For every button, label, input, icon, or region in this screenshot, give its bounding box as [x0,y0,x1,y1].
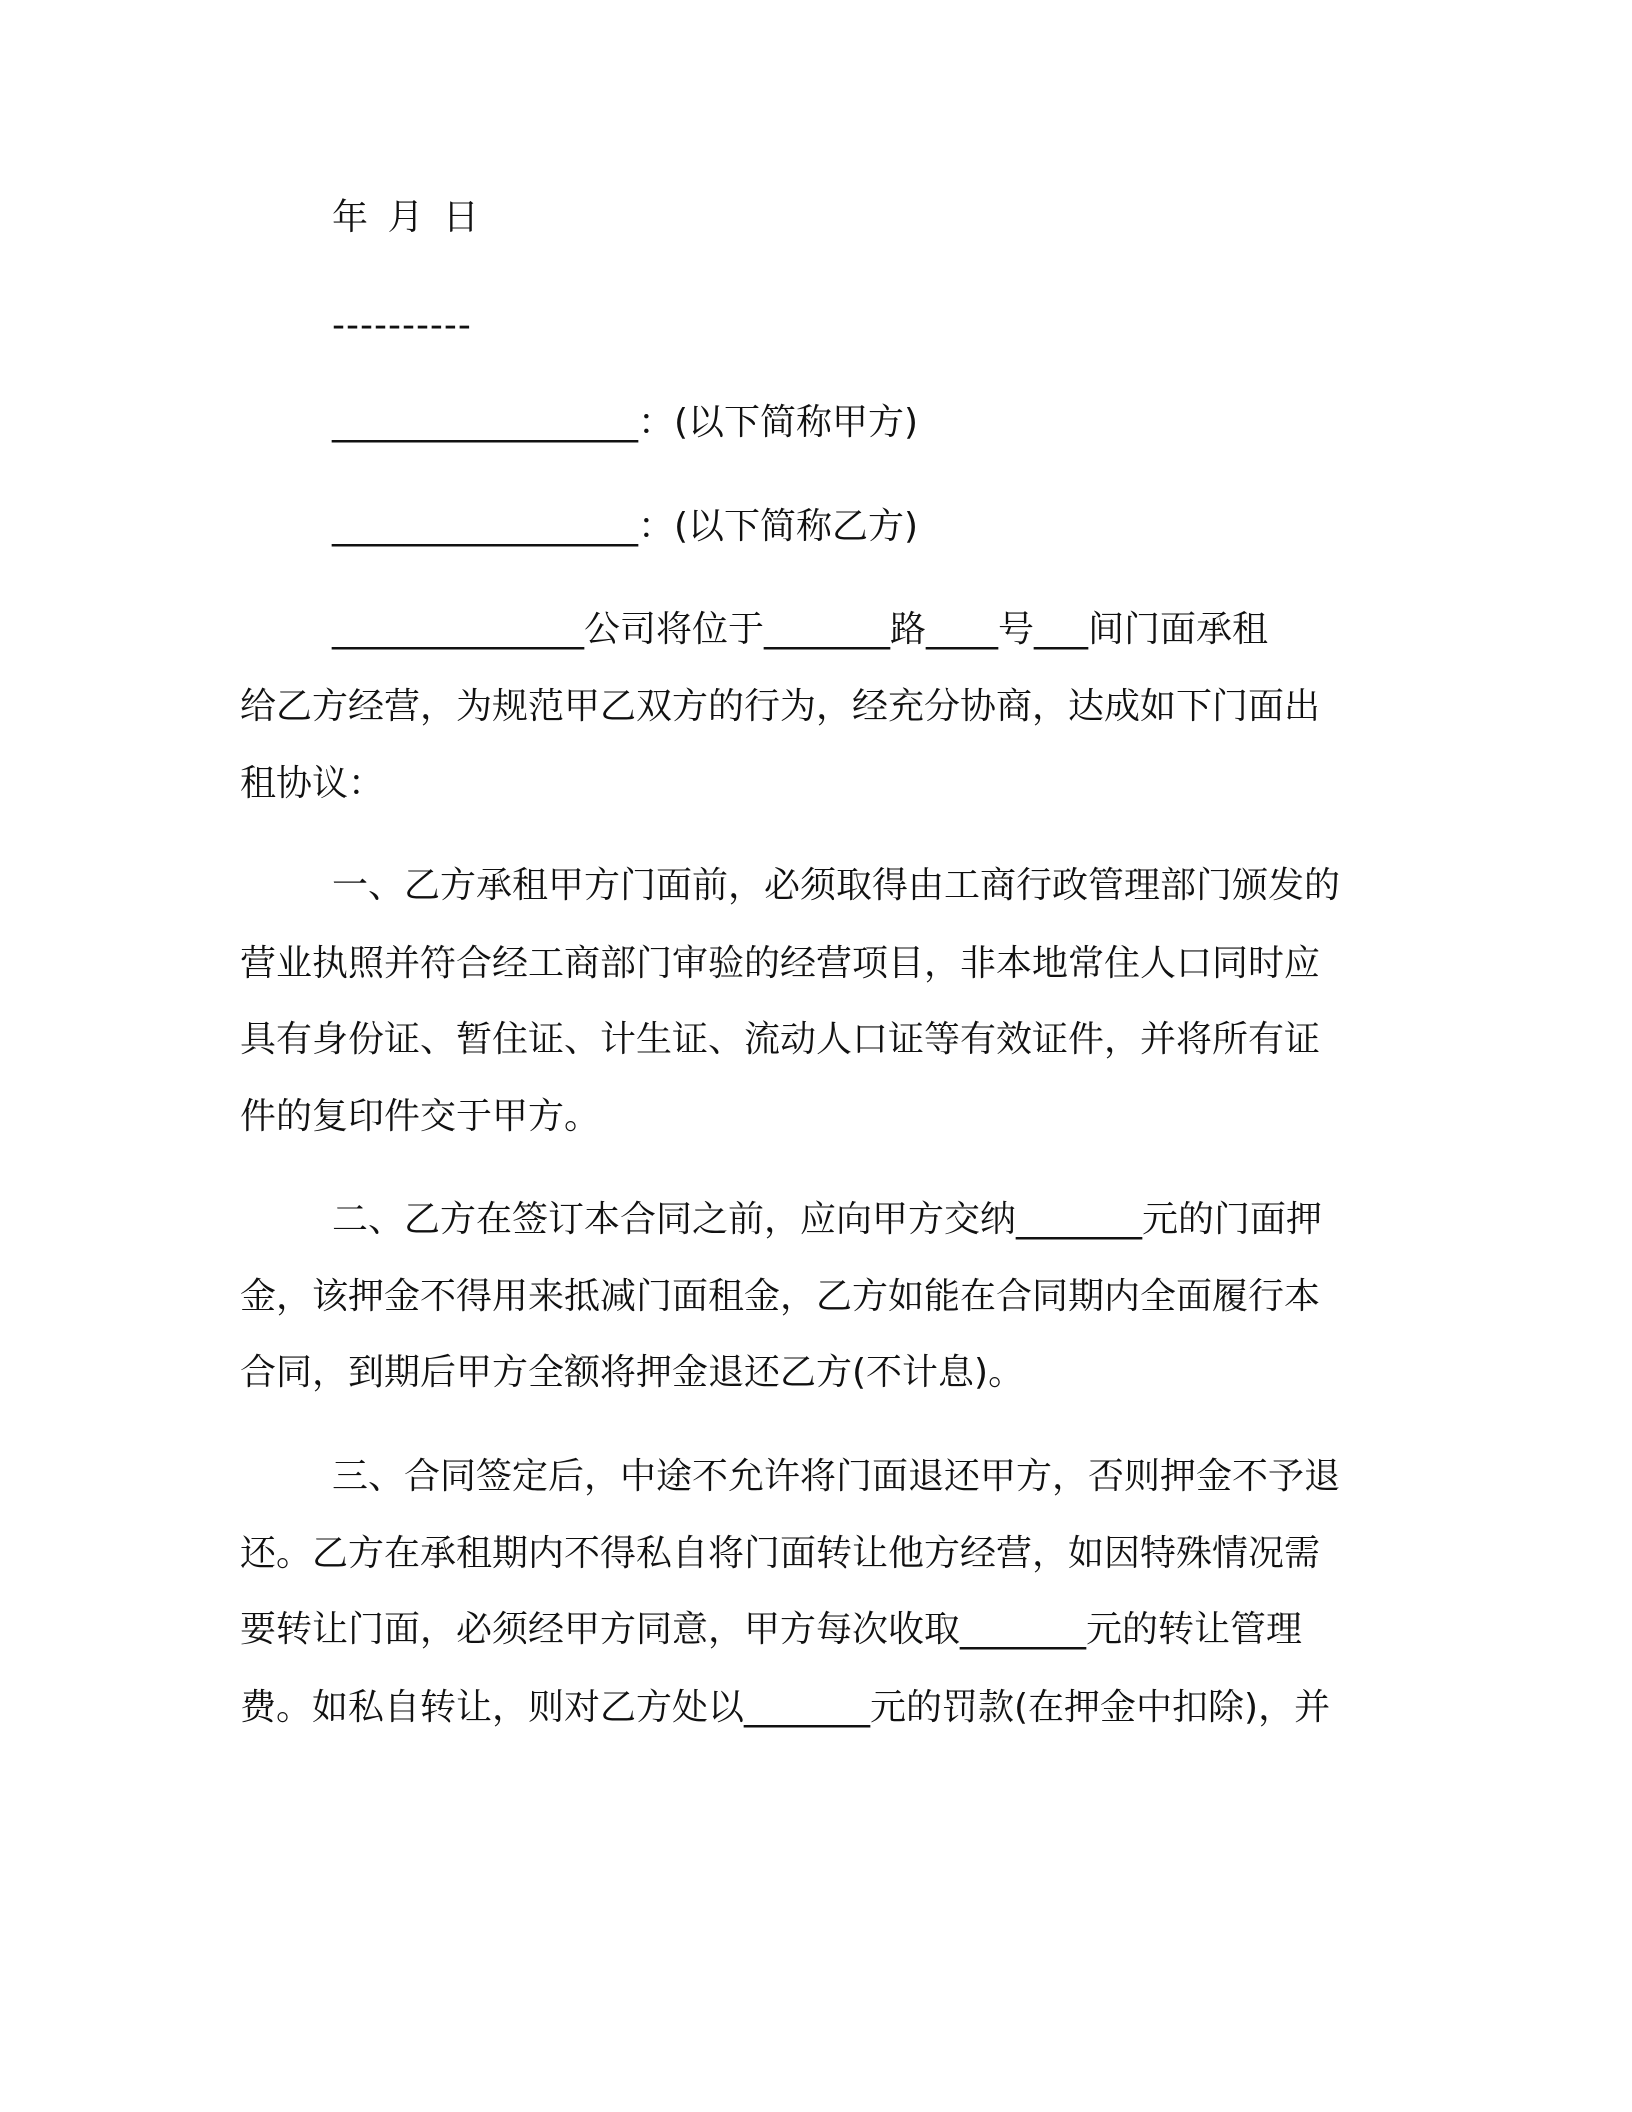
clause-1-line-4: 件的复印件交于甲方。 [240,1096,601,1137]
intro-line-1: ______________公司将位于_______路____号___间门面承租 [332,609,1269,650]
intro-line-3: 租协议： [240,763,385,804]
clause-1-line-2: 营业执照并符合经工商部门审验的经营项目，非本地常住人口同时应 [240,943,1321,984]
intro-line-2: 给乙方经营，为规范甲乙双方的行为，经充分协商，达成如下门面出 [240,686,1321,727]
date-line: 年 月 日 [332,197,483,238]
party-b-line: _________________：(以下简称乙方) [332,506,919,547]
clause-3-line-1: 三、合同签定后，中途不允许将门面退还甲方，否则押金不予退 [332,1456,1341,1497]
separator-line: ---------- [332,305,472,346]
clause-2-line-2: 金，该押金不得用来抵减门面租金，乙方如能在合同期内全面履行本 [240,1276,1321,1317]
clause-1-line-1: 一、乙方承租甲方门面前，必须取得由工商行政管理部门颁发的 [332,865,1341,906]
clause-2-line-3: 合同，到期后甲方全额将押金退还乙方(不计息)。 [240,1352,1025,1393]
party-a-line: _________________：(以下简称甲方) [332,402,919,443]
clause-3-line-2: 还。乙方在承租期内不得私自将门面转让他方经营，如因特殊情况需 [240,1533,1321,1574]
clause-1-line-3: 具有身份证、暂住证、计生证、流动人口证等有效证件，并将所有证 [240,1019,1321,1060]
clause-3-line-3: 要转让门面，必须经甲方同意，甲方每次收取_______元的转让管理 [240,1609,1303,1650]
clause-3-line-4: 费。如私自转让，则对乙方处以_______元的罚款(在押金中扣除)，并 [240,1687,1331,1728]
clause-2-line-1: 二、乙方在签订本合同之前，应向甲方交纳_______元的门面押 [332,1199,1323,1240]
